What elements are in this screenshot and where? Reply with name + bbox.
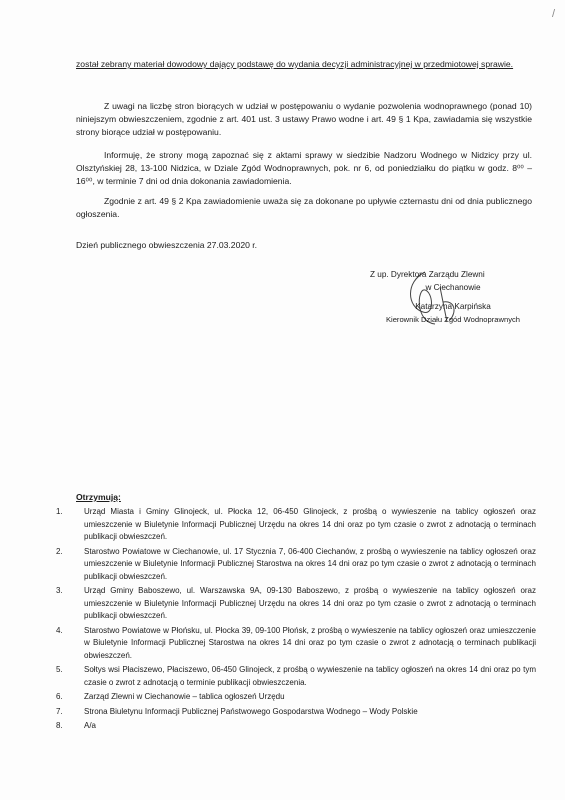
list-item-text: Urząd Gminy Baboszewo, ul. Warszawska 9A, 09-130 Baboszewo, z prośbą o wywieszenie na tablicy ogłoszeń oraz umieszczenie w Biuletynie Informacji Publicznej Urzędu na okres 14 dni oraz po tym czasie o zwrot z adnotacją o terminach publikacji obwieszczeń. xyxy=(84,586,536,620)
corner-mark: / xyxy=(551,8,555,20)
list-item-number: 3. xyxy=(56,586,63,595)
list-item xyxy=(56,664,536,689)
list-item xyxy=(56,720,536,733)
list-item-text: Starostwo Powiatowe w Płońsku, ul. Płocka 39, 09-100 Płońsk, z prośbą o wywieszenie na tablicy ogłoszeń oraz umieszczenie w Biuletynie Informacji Publicznej Starostwa na okres 14 dni oraz po tym czasie o zwrot z adnotacją o terminach publikacji obwieszczeń. xyxy=(84,625,536,660)
list-item xyxy=(56,706,536,719)
list-item-number: 2. xyxy=(56,546,63,556)
list-item-number: 6. xyxy=(56,692,63,701)
signature-title: Kierownik Działu Zgód Wodnoprawnych xyxy=(385,315,521,324)
recipients-list xyxy=(56,506,536,735)
list-item xyxy=(56,506,536,544)
list-item-number: 8. xyxy=(56,721,63,730)
signature-line-2: w Ciechanowie xyxy=(425,283,481,292)
signature-line-1: Z up. Dyrektora Zarządu Zlewni xyxy=(370,270,485,279)
list-item-number: 5. xyxy=(56,665,63,674)
list-item-number: 4. xyxy=(56,625,63,635)
list-item-text: Sołtys wsi Płaciszewo, Płaciszewo, 06-450 Glinojeck, z prośbą o wywieszenie na tablicy ogłoszeń na okres 14 dni oraz po tym czasie o zwrot z adnotacją o terminie publikacji obwieszczenia. xyxy=(84,665,536,687)
paragraph-inspection: Informuję, że strony mogą zapoznać się z aktami sprawy w siedzibie Nadzoru Wodnego w Nidzicy przy ul. Olsztyńskiej 28, 13-100 Nidzica, w Dziale Zgód Wodnoprawnych, pok. nr 6, od poniedziałku do piątku w godz. 8⁰⁰ – 16⁰⁰, w terminie 7 dni od dnia dokonania zawiadomienia. xyxy=(76,150,532,186)
signature-name: Katarzyna Karpińska xyxy=(415,302,491,311)
list-item xyxy=(56,585,536,623)
list-item xyxy=(56,691,536,704)
list-item-text: Urząd Miasta i Gminy Glinojeck, ul. Płocka 12, 06-450 Glinojeck, z prośbą o wywieszenie na tablicy ogłoszeń oraz umieszczenie w Biuletynie Informacji Publicznej Urzędu na okres 14 dni oraz po tym czasie o zwrot z adnotacją o terminach publikacji obwieszczeń. xyxy=(84,507,536,541)
list-item-text: A/a xyxy=(84,721,97,730)
list-item-text: Strona Biuletynu Informacji Publicznej Państwowego Gospodarstwa Wodnego – Wody Polskie xyxy=(84,706,418,716)
list-item-text: Starostwo Powiatowe w Ciechanowie, ul. 17 Stycznia 7, 06-400 Ciechanów, z prośbą o wywieszenie na tablicy ogłoszeń oraz umieszczenie w Biuletynie Informacji Publicznej Starostwa na okres 14 dni oraz po tym czasie o zwrot z adnotacją o terminach publikacji obwieszczeń. xyxy=(84,546,536,581)
list-item-text: Zarząd Zlewni w Ciechanowie – tablica ogłoszeń Urzędu xyxy=(84,692,285,701)
paragraph-effective: Zgodnie z art. 49 § 2 Kpa zawiadomienie uważa się za dokonane po upływie czternastu dni od dnia publicznego ogłoszenia. xyxy=(76,196,532,219)
recipients-title: Otrzymują: xyxy=(76,492,121,502)
paragraph-notice: Z uwagi na liczbę stron biorących w udział w postępowaniu o wydanie pozwolenia wodnoprawnego (ponad 10) niniejszym obwieszczeniem, zgodnie z art. 401 ust. 3 ustawy Prawo wodne i art. 49 § 1 Kpa, zawiadamia się wszystkie strony biorące udział w postępowaniu. xyxy=(76,101,532,137)
list-item xyxy=(56,625,536,663)
list-item-number: 1. xyxy=(56,507,63,516)
signature-block xyxy=(368,268,538,326)
publication-date: Dzień publicznego obwieszczenia 27.03.2020 r. xyxy=(76,240,258,250)
paragraph-evidence: został zebrany materiał dowodowy dający podstawę do wydania decyzji administracyjnej w przedmiotowej sprawie. xyxy=(76,59,514,69)
list-item xyxy=(56,546,536,584)
list-item-number: 7. xyxy=(56,706,63,716)
